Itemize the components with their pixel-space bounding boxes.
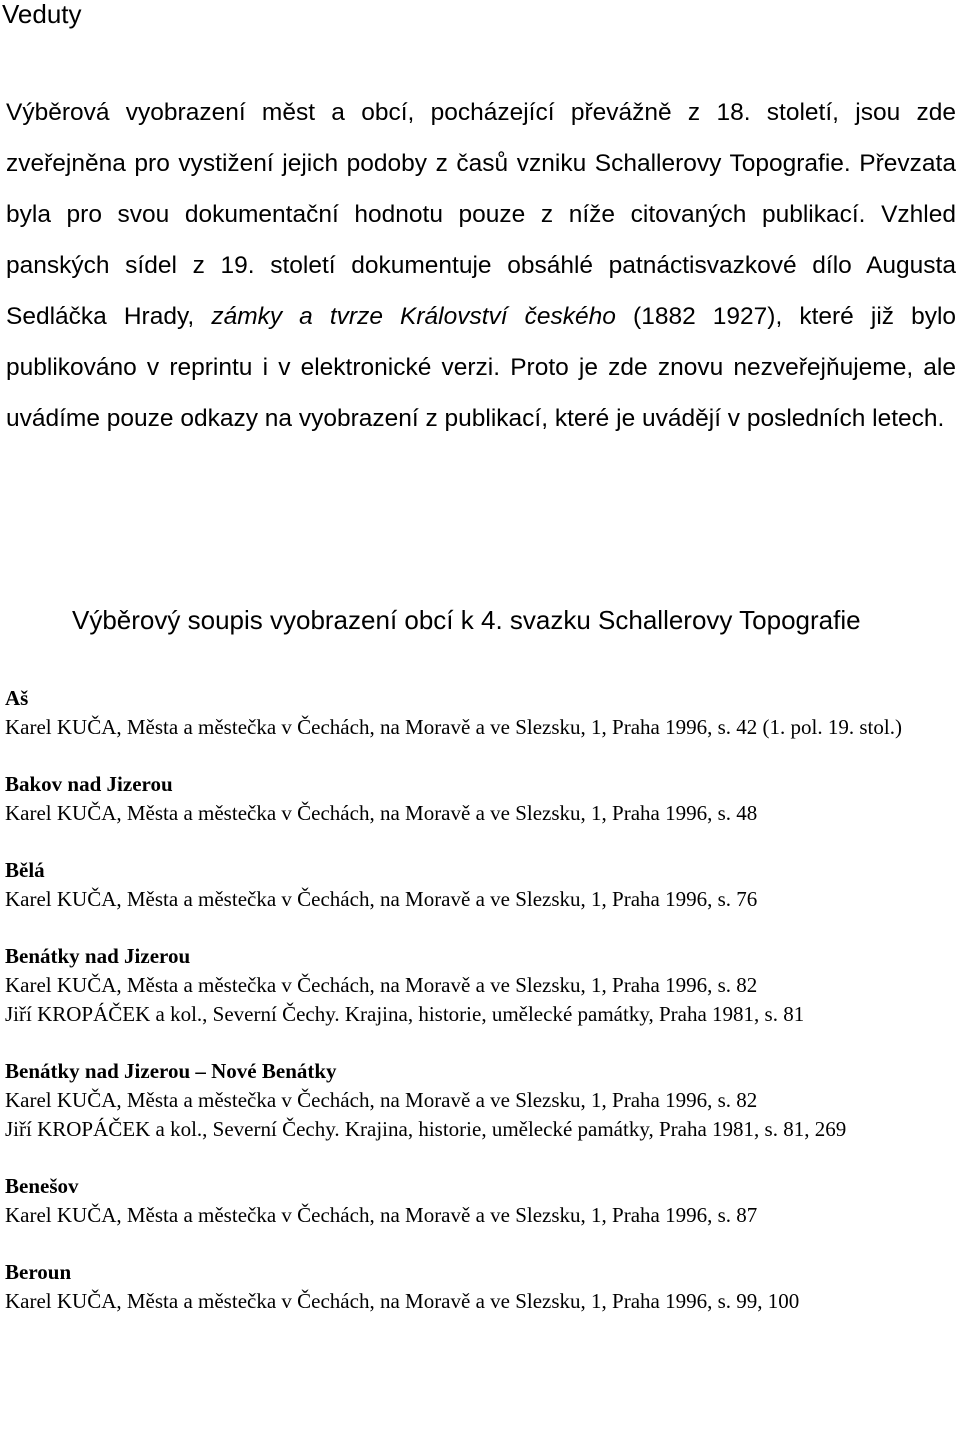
intro-text-continued: (1882 1927), které již bylo publikováno v reprintu i v elektronické verzi. Proto je zde znovu nezveřejňujeme, ale uvádíme pouze odkazy na vyobrazení z publikací, které je uvádějí v posledních letech. [6, 303, 957, 432]
entry-reference: Karel KUČA, Města a městečka v Čechách, na Moravě a ve Slezsku, 1, Praha 1996, s. 48 [5, 801, 758, 825]
entry-name: Bakov nad Jizerou [5, 772, 173, 796]
entry-reference: Karel KUČA, Města a městečka v Čechách, na Moravě a ve Slezsku, 1, Praha 1996, s. 42 (1. pol. 19. stol.) [5, 715, 902, 739]
book-title: zámky a tvrze Království českého [211, 303, 616, 330]
list-item [5, 770, 955, 828]
entry-reference: Jiří KROPÁČEK a kol., Severní Čechy. Krajina, historie, umělecké památky, Praha 1981, s. 81 [5, 1002, 805, 1026]
intro-text: Výběrová vyobrazení měst a obcí, pocházející převážně z 18. století, jsou zde zveřejněna pro vystižení jejich podoby z časů vzniku Schallerovy Topografie. Převzata byla pro svou dokumentační hodnotu pouze z níže citovaných publikací. Vzhled panských sídel z 19. století dokumentuje obsáhlé patnáctisvazkové dílo Augusta Sedláčka Hrady, [6, 99, 956, 330]
list-item [5, 684, 955, 742]
entry-name: Bělá [5, 858, 45, 882]
list-item [5, 942, 955, 1029]
list-item [5, 1172, 955, 1230]
list-heading: Výběrový soupis vyobrazení obcí k 4. svazku Schallerovy Topografie [72, 605, 861, 635]
entry-name: Beroun [5, 1260, 72, 1284]
intro-paragraph [6, 87, 956, 444]
entry-name: Benešov [5, 1174, 79, 1198]
entry-name: Benátky nad Jizerou [5, 944, 191, 968]
entry-reference: Karel KUČA, Města a městečka v Čechách, na Moravě a ve Slezsku, 1, Praha 1996, s. 82 [5, 973, 758, 997]
page-title: Veduty [2, 0, 82, 29]
entry-reference: Karel KUČA, Města a městečka v Čechách, na Moravě a ve Slezsku, 1, Praha 1996, s. 87 [5, 1203, 758, 1227]
list-item [5, 1057, 955, 1144]
entry-reference: Karel KUČA, Města a městečka v Čechách, na Moravě a ve Slezsku, 1, Praha 1996, s. 82 [5, 1088, 758, 1112]
entry-list [5, 684, 955, 1344]
entry-reference: Karel KUČA, Města a městečka v Čechách, na Moravě a ve Slezsku, 1, Praha 1996, s. 76 [5, 887, 758, 911]
entry-name: Benátky nad Jizerou – Nové Benátky [5, 1059, 337, 1083]
entry-name: Aš [5, 686, 29, 710]
entry-reference: Jiří KROPÁČEK a kol., Severní Čechy. Krajina, historie, umělecké památky, Praha 1981, s. 81, 269 [5, 1117, 847, 1141]
list-item [5, 1258, 955, 1316]
list-item [5, 856, 955, 914]
entry-reference: Karel KUČA, Města a městečka v Čechách, na Moravě a ve Slezsku, 1, Praha 1996, s. 99, 100 [5, 1289, 800, 1313]
